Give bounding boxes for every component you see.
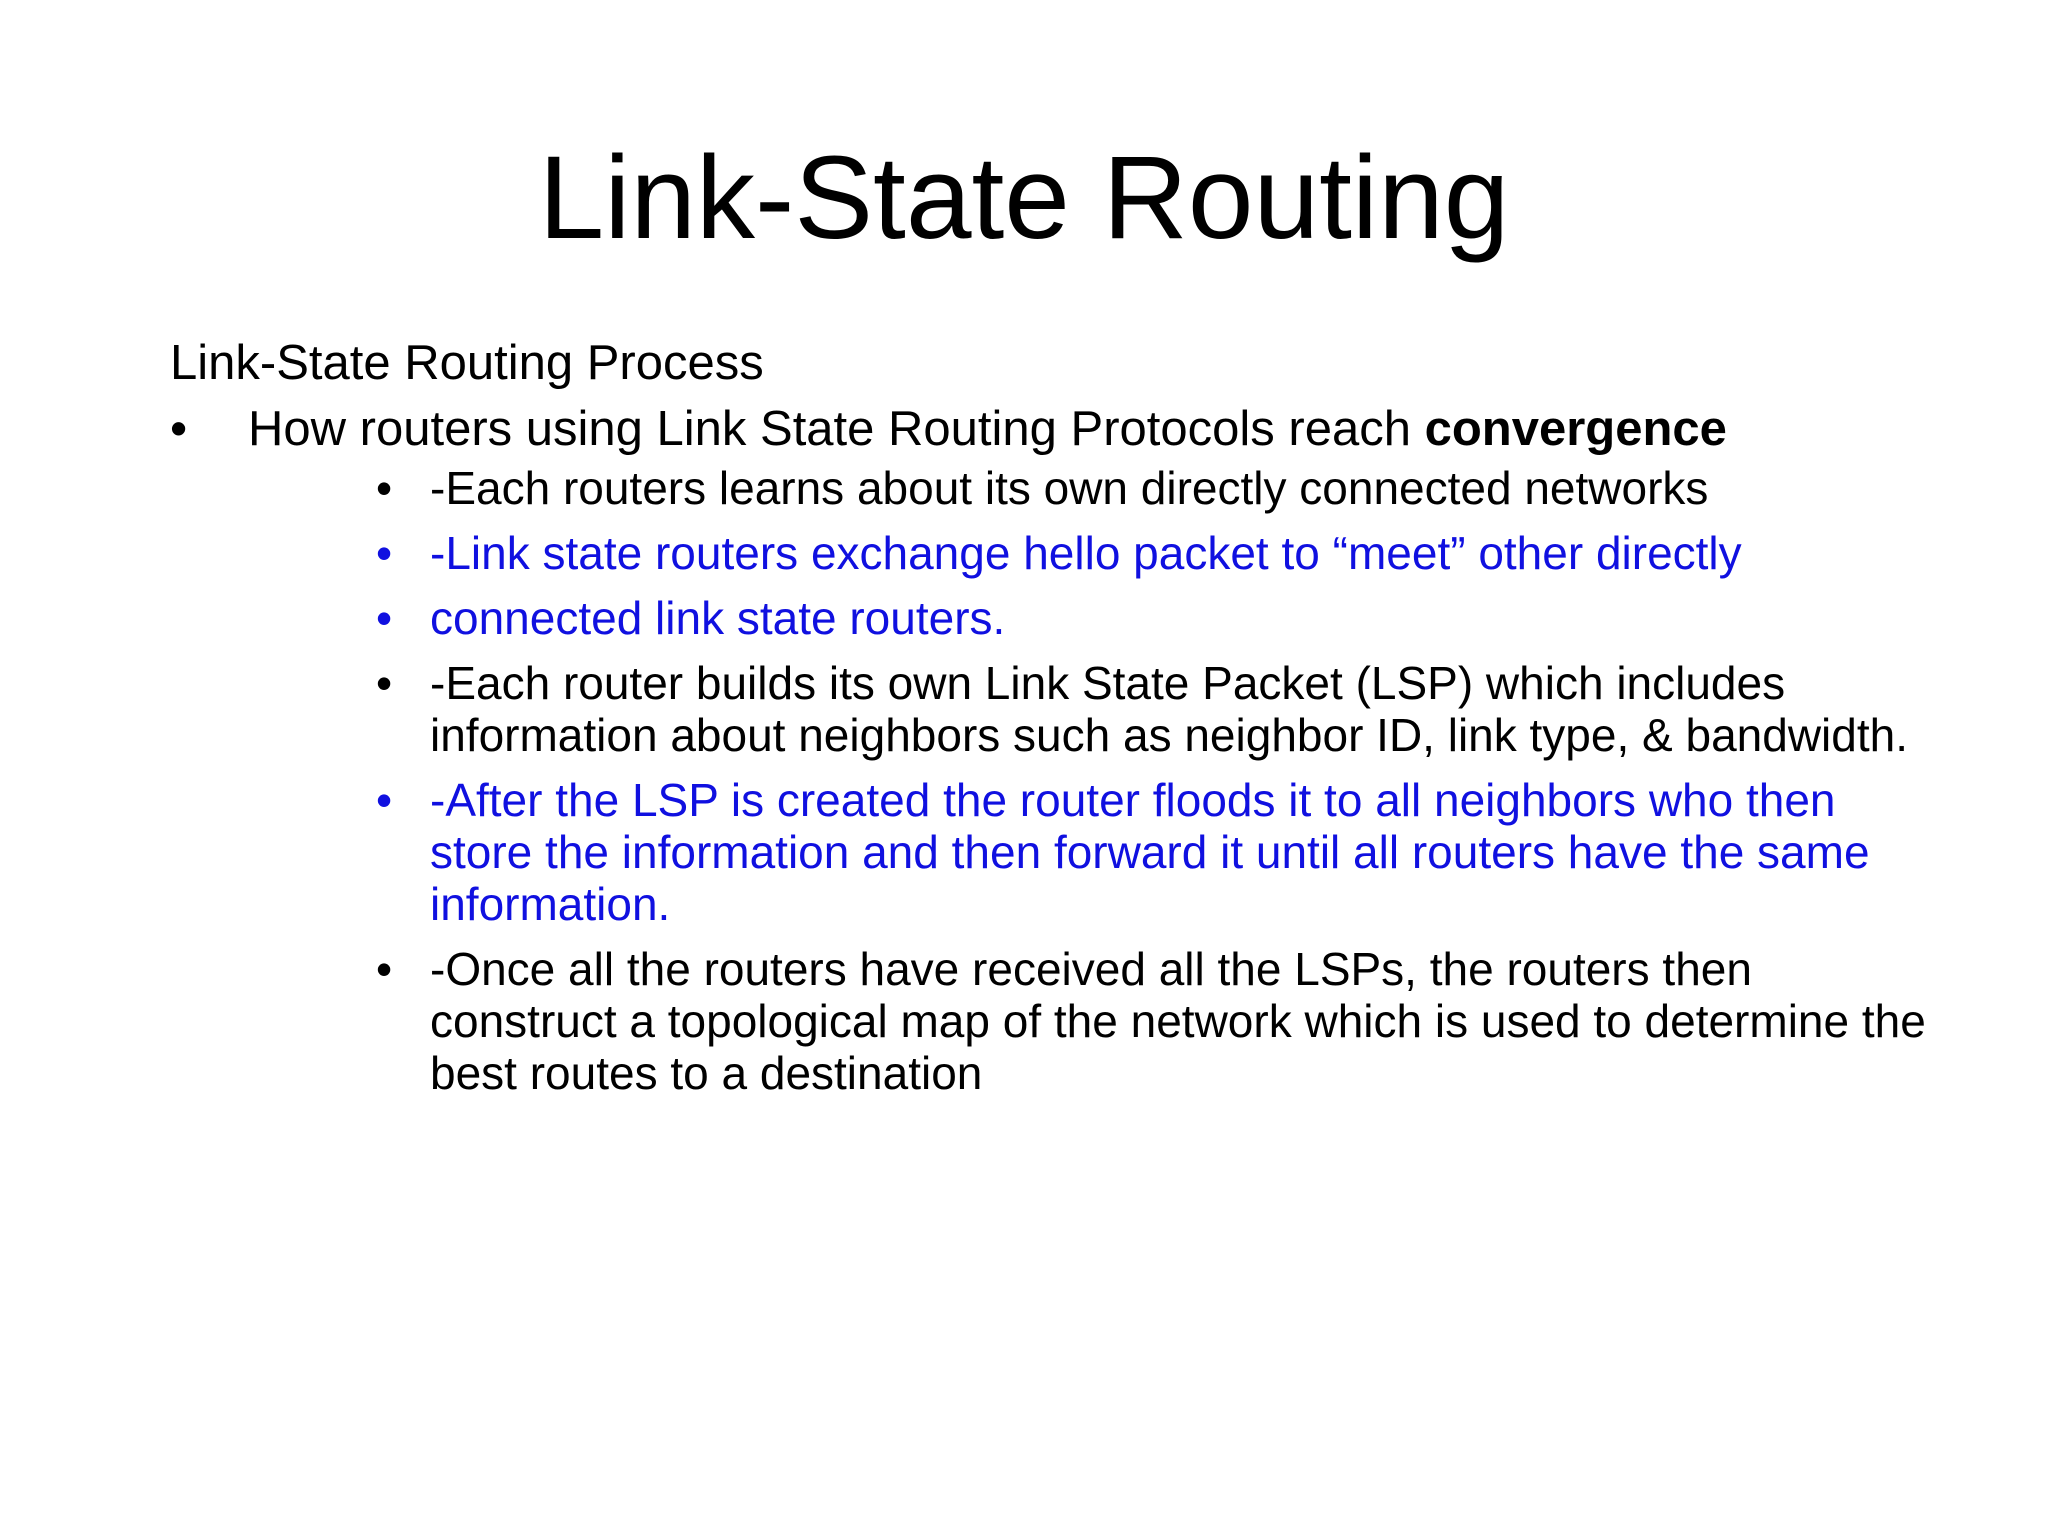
bullet-icon: • (376, 774, 393, 826)
sub-bullet (170, 527, 1930, 579)
bullet-icon: • (376, 527, 393, 579)
bullet-icon: • (376, 592, 393, 644)
sub-bullet (170, 592, 1930, 644)
sub-bullet-text: -Once all the routers have received all the LSPs, the routers then construct a topological map of the network which is used to determine the best routes to a destination (430, 943, 1926, 1099)
sub-bullet (170, 462, 1930, 514)
sub-bullet-text: -Each routers learns about its own directly connected networks (430, 462, 1709, 514)
section-heading: Link-State Routing Process (170, 336, 764, 390)
main-bullet-text: How routers using Link State Routing Protocols reach (248, 402, 1425, 456)
bullet-icon: • (170, 402, 188, 456)
sub-bullet (170, 943, 1930, 1099)
sub-bullet (170, 774, 1930, 930)
slide-content (170, 330, 1930, 1112)
bullet-icon: • (376, 462, 393, 514)
sub-bullet (170, 657, 1930, 761)
slide-title: Link-State Routing (538, 132, 1510, 264)
bullet-icon: • (376, 657, 393, 709)
sub-bullet-list (170, 462, 1930, 1099)
main-bullet (170, 396, 1930, 462)
sub-bullet-text: -Each router builds its own Link State Packet (LSP) which includes information about neighbors such as neighbor ID, link type, & bandwidth. (430, 657, 1908, 761)
sub-bullet-text: connected link state routers. (430, 592, 1006, 644)
sub-bullet-text: -Link state routers exchange hello packet to “meet” other directly (430, 527, 1742, 579)
sub-bullet-text: -After the LSP is created the router floods it to all neighbors who then store the information and then forward it until all routers have the same information. (430, 774, 1870, 930)
bullet-icon: • (376, 943, 393, 995)
main-bullet-bold-text: convergence (1424, 402, 1727, 456)
